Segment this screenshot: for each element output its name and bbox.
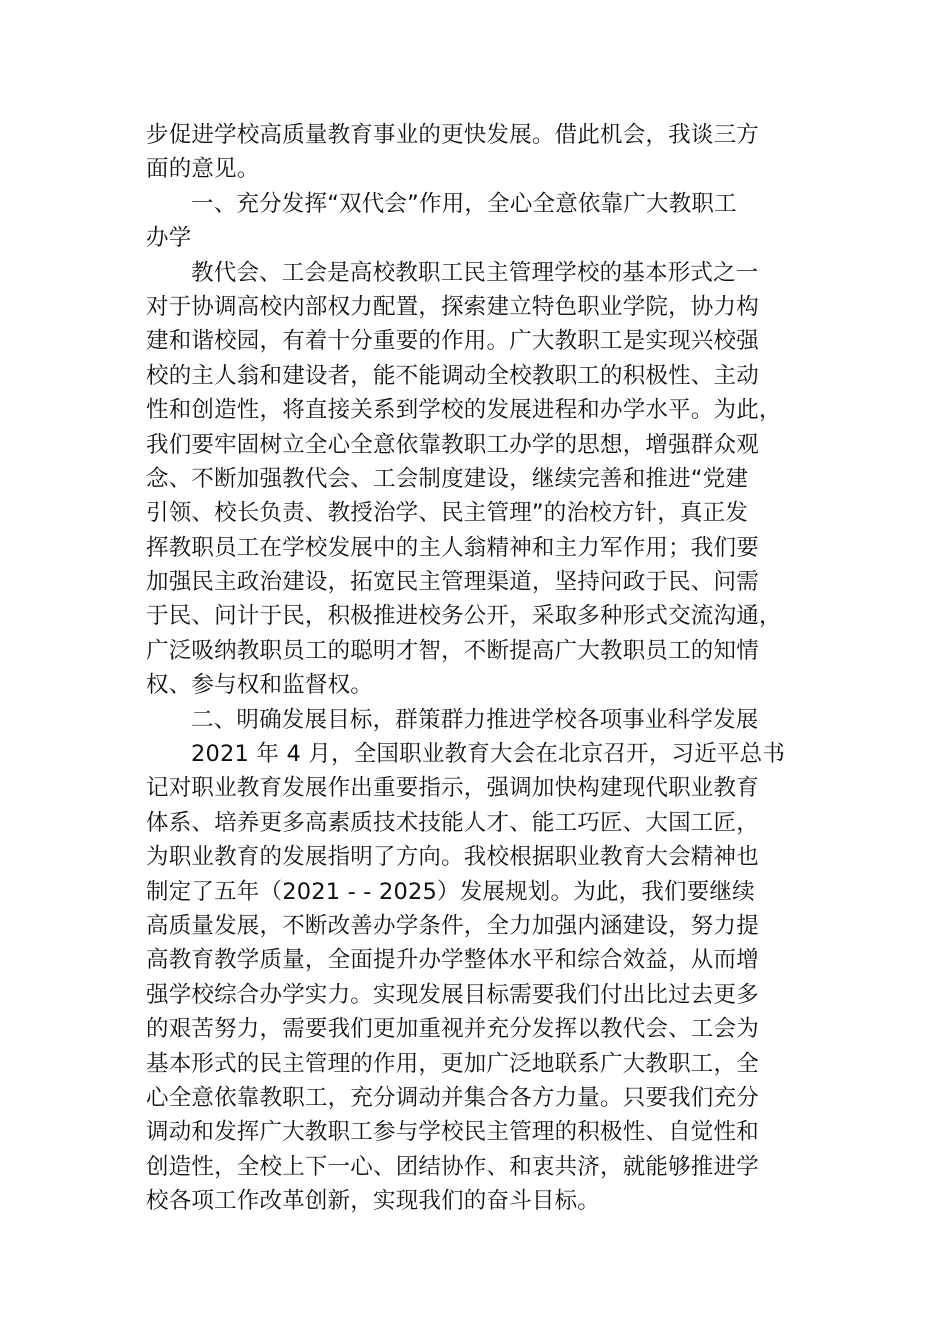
text-line: 的艰苦努力，需要我们更加重视并充分发挥以教代会、工会为 bbox=[146, 1016, 759, 1043]
text-line: 强学校综合办学实力。实现发展目标需要我们付出比过去更多 bbox=[146, 981, 759, 1008]
text-line: 挥教职员工在学校发展中的主人翁精神和主力军作用；我们要 bbox=[146, 534, 759, 561]
text-line: 广泛吸纳教职员工的聪明才智，不断提高广大教职员工的知情 bbox=[146, 637, 759, 664]
text-line: 教代会、工会是高校教职工民主管理学校的基本形式之一 bbox=[191, 259, 759, 286]
text-line: 于民、问计于民，积极推进校务公开，采取多种形式交流沟通， bbox=[146, 603, 782, 630]
text-line: 2021 年 4 月，全国职业教育大会在北京召开，习近平总书 bbox=[191, 741, 786, 768]
text-line: 引领、校长负责、教授治学、民主管理”的治校方针，真正发 bbox=[146, 500, 749, 527]
text-line: 基本形式的民主管理的作用，更加广泛地联系广大教职工，全 bbox=[146, 1050, 759, 1077]
text-line: 创造性，全校上下一心、团结协作、和衷共济，就能够推进学 bbox=[146, 1153, 759, 1180]
text-line: 对于协调高校内部权力配置，探索建立特色职业学院，协力构 bbox=[146, 293, 759, 320]
text-line: 制定了五年（2021 - - 2025）发展规划。为此，我们要继续 bbox=[146, 878, 755, 905]
text-line: 高教育教学质量，全面提升办学整体水平和综合效益，从而增 bbox=[146, 947, 759, 974]
text-line: 面的意见。 bbox=[146, 156, 260, 183]
text-line: 校各项工作改革创新，实现我们的奋斗目标。 bbox=[146, 1188, 601, 1215]
text-line: 办学 bbox=[146, 225, 192, 252]
text-line: 一、充分发挥“双代会”作用，全心全意依靠广大教职工 bbox=[191, 190, 737, 217]
text-line: 加强民主政治建设，拓宽民主管理渠道，坚持问政于民、问需 bbox=[146, 569, 759, 596]
text-line: 高质量发展，不断改善办学条件，全力加强内涵建设，努力提 bbox=[146, 912, 759, 939]
text-line: 为职业教育的发展指明了方向。我校根据职业教育大会精神也 bbox=[146, 844, 759, 871]
text-line: 记对职业教育发展作出重要指示，强调加快构建现代职业教育 bbox=[146, 775, 759, 802]
text-line: 我们要牢固树立全心全意依靠教职工办学的思想，增强群众观 bbox=[146, 431, 759, 458]
text-line: 体系、培养更多高素质技术技能人才、能工巧匠、大国工匠， bbox=[146, 809, 759, 836]
text-line: 调动和发挥广大教职工参与学校民主管理的积极性、自觉性和 bbox=[146, 1119, 759, 1146]
text-line: 步促进学校高质量教育事业的更快发展。借此机会，我谈三方 bbox=[146, 122, 759, 148]
text-line: 性和创造性，将直接关系到学校的发展进程和办学水平。为此， bbox=[146, 397, 782, 424]
document-page bbox=[146, 118, 806, 1219]
text-line: 念、不断加强教代会、工会制度建设，继续完善和推进“党建 bbox=[146, 465, 749, 492]
text-line: 校的主人翁和建设者，能不能调动全校教职工的积极性、主动 bbox=[146, 362, 759, 389]
text-line: 权、参与权和监督权。 bbox=[146, 672, 374, 699]
text-line: 二、明确发展目标，群策群力推进学校各项事业科学发展 bbox=[191, 706, 759, 733]
text-line: 心全意依靠教职工，充分调动并集合各方力量。只要我们充分 bbox=[146, 1084, 759, 1111]
text-line: 建和谐校园，有着十分重要的作用。广大教职工是实现兴校强 bbox=[146, 328, 759, 355]
